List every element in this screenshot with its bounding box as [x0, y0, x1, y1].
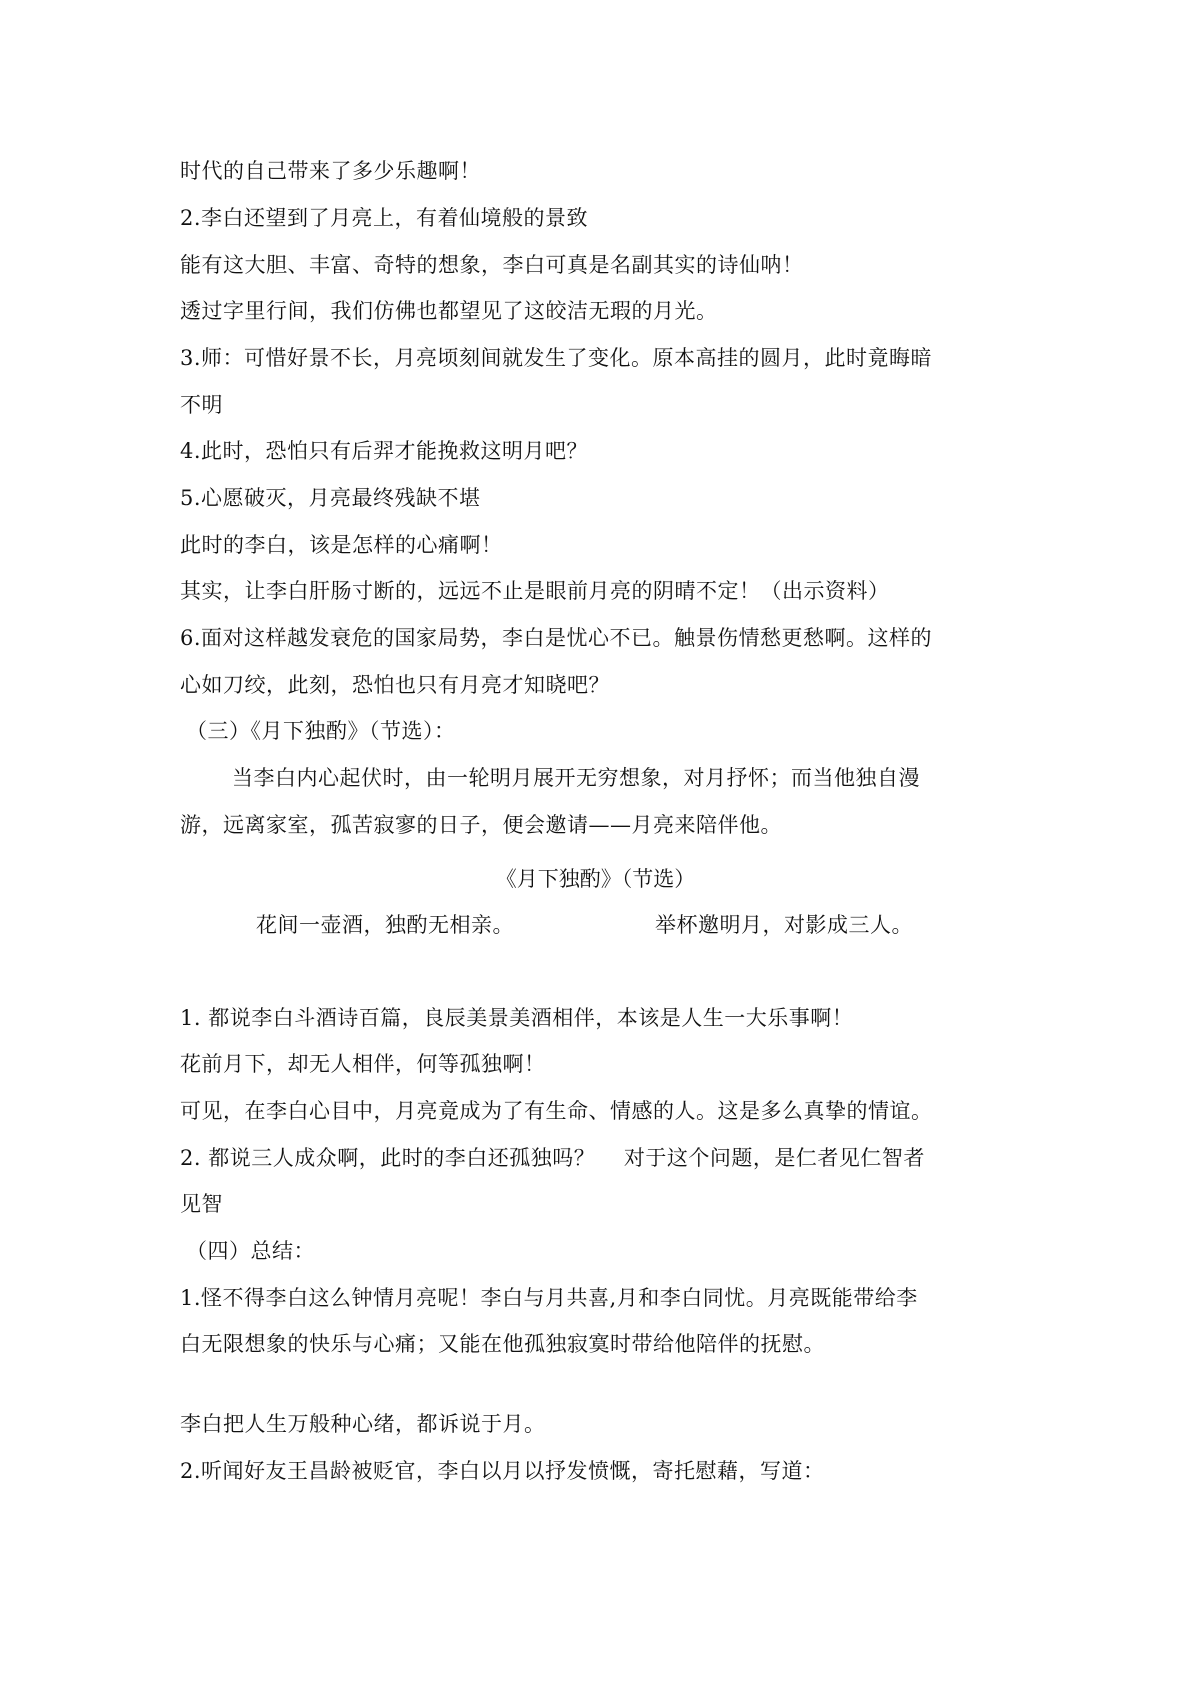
section-heading: （三）《月下独酌》（节选）： [186, 719, 456, 743]
text-line: 此时的李白，该是怎样的心痛啊！ [180, 533, 503, 557]
text-line: 白无限想象的快乐与心痛；又能在他孤独寂寞时带给他陪伴的抚慰。 [180, 1332, 825, 1356]
poem-line: 花间一壶酒，独酌无相亲。 [256, 913, 514, 937]
text-line: 透过字里行间，我们仿佛也都望见了这皎洁无瑕的月光。 [180, 299, 718, 323]
text-line: 李白把人生万般种心绪，都诉说于月。 [180, 1412, 546, 1436]
section-heading: （四）总结： [186, 1239, 315, 1263]
text-line: 5.心愿破灭，月亮最终残缺不堪 [180, 486, 481, 510]
text-line: 时代的自己带来了多少乐趣啊！ [180, 159, 481, 183]
text-line: 6.面对这样越发衰危的国家局势，李白是忧心不已。触景伤情愁更愁啊。这样的 [180, 626, 933, 650]
text-line: 见智 [180, 1192, 223, 1216]
text-line: 心如刀绞，此刻，恐怕也只有月亮才知晓吧？ [180, 673, 610, 697]
text-line: 当李白内心起伏时，由一轮明月展开无穷想象，对月抒怀；而当他独自漫 [232, 766, 920, 790]
text-line: 2. 都说三人成众啊，此时的李白还孤独吗？ 对于这个问题，是仁者见仁智者 [180, 1146, 925, 1170]
text-line: 其实，让李白肝肠寸断的，远远不止是眼前月亮的阴晴不定！（出示资料） [180, 579, 890, 603]
text-line: 可见，在李白心目中，月亮竟成为了有生命、情感的人。这是多么真挚的情谊。 [180, 1099, 933, 1123]
text-line: 2.李白还望到了月亮上，有着仙境般的景致 [180, 206, 589, 230]
text-line: 花前月下，却无人相伴，何等孤独啊！ [180, 1052, 546, 1076]
text-line: 4.此时，恐怕只有后羿才能挽救这明月吧？ [180, 439, 589, 463]
poem-title: 《月下独酌》（节选） [495, 867, 696, 891]
text-line: 游，远离家室，孤苦寂寥的日子，便会邀请——月亮来陪伴他。 [180, 813, 782, 837]
poem-line: 举杯邀明月，对影成三人。 [655, 913, 913, 937]
text-line: 不明 [180, 393, 223, 417]
text-line: 1.怪不得李白这么钟情月亮呢！李白与月共喜,月和李白同忧。月亮既能带给李 [180, 1286, 918, 1310]
text-line: 能有这大胆、丰富、奇特的想象，李白可真是名副其实的诗仙呐！ [180, 253, 804, 277]
text-line: 1. 都说李白斗酒诗百篇，良辰美景美酒相伴，本该是人生一大乐事啊！ [180, 1006, 854, 1030]
text-line: 2.听闻好友王昌龄被贬官，李白以月以抒发愤慨，寄托慰藉，写道： [180, 1459, 825, 1483]
text-line: 3.师：可惜好景不长，月亮顷刻间就发生了变化。原本高挂的圆月，此时竟晦暗 [180, 346, 933, 370]
